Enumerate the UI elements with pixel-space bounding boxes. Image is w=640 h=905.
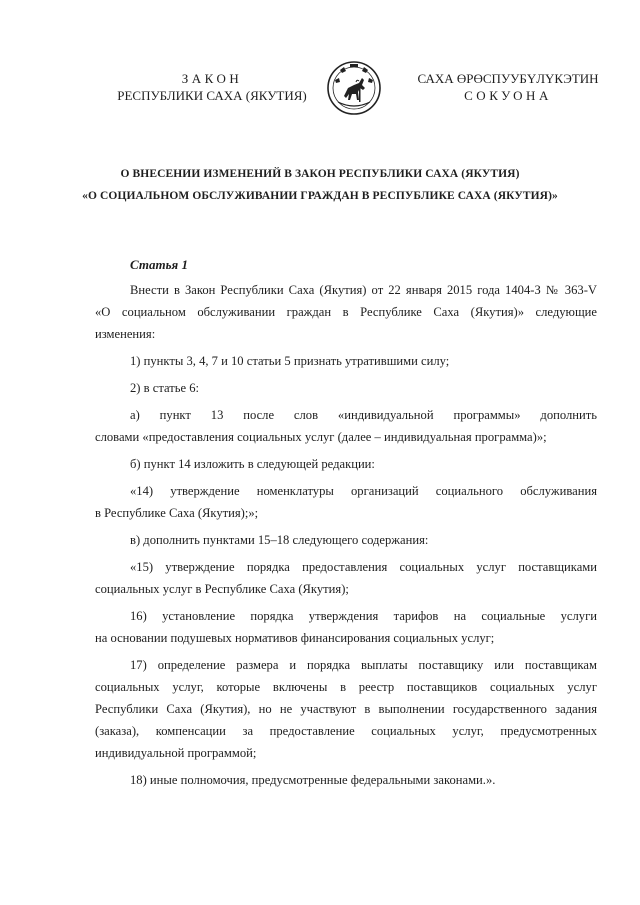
title-line2: «О СОЦИАЛЬНОМ ОБСЛУЖИВАНИИ ГРАЖДАН В РЕСПУБЛИКЕ САХА (ЯКУТИЯ)» [82, 190, 558, 202]
paragraph-1-line1: Внести в Закон Республики Саха (Якутия) от 22 января 2015 года 1404-З № 363-V [130, 283, 597, 297]
paragraph-1-line3: изменения: [95, 327, 156, 341]
paragraph-10-line3: Республики Саха (Якутия), но не участвуют в выполнении государственного задания [95, 702, 597, 716]
document-body [95, 279, 597, 791]
header-left [108, 70, 316, 104]
paragraph-2: 1) пункты 3, 4, 7 и 10 статьи 5 признать утратившими силу; [130, 354, 450, 368]
header-right [408, 70, 608, 104]
paragraph-4-line2: словами «предоставления социальных услуг (далее – индивидуальная программа)»; [95, 430, 547, 444]
header-right-line1: САХА ӨРӨСПУУБҮЛҮКЭТИН [417, 71, 599, 86]
paragraph-8-line2: социальных услуг в Республике Саха (Якутия); [95, 582, 349, 596]
paragraph-8-line1: «15) утверждение порядка предоставления социальных услуг поставщиками [130, 560, 597, 574]
paragraph-10-line5: индивидуальной программой; [95, 746, 257, 760]
paragraph-1-line2: «О социальном обслуживании граждан в Республике Саха (Якутия)» следующие [95, 305, 597, 319]
coat-of-arms-emblem [326, 58, 382, 118]
paragraph-5: б) пункт 14 изложить в следующей редакции: [130, 457, 375, 471]
article-heading: Статья 1 [130, 257, 188, 272]
header-left-line1: ЗАКОН [181, 71, 243, 86]
paragraph-10-line1: 17) определение размера и порядка выплаты поставщику или поставщикам [130, 658, 597, 672]
paragraph-4-line1: а) пункт 13 после слов «индивидуальной программы» дополнить [130, 408, 597, 422]
paragraph-3: 2) в статье 6: [130, 381, 200, 395]
header-right-line2: СОКУОНА [464, 88, 552, 103]
paragraph-9-line1: 16) установление порядка утверждения тарифов на социальные услуги [130, 609, 597, 623]
document-title [80, 163, 560, 207]
paragraph-11: 18) иные полномочия, предусмотренные федеральными законами.». [130, 773, 496, 787]
paragraph-10-line2: социальных услуг, которые включены в реестр поставщиков социальных услуг [95, 680, 597, 694]
paragraph-6-line1: «14) утверждение номенклатуры организаций социального обслуживания [130, 484, 597, 498]
paragraph-6-line2: в Республике Саха (Якутия);»; [95, 506, 259, 520]
paragraph-7: в) дополнить пунктами 15–18 следующего содержания: [130, 533, 429, 547]
header-left-line2: РЕСПУБЛИКИ САХА (ЯКУТИЯ) [117, 88, 307, 103]
paragraph-10-line4: (заказа), компенсации за предоставление социальных услуг, предусмотренных [95, 724, 597, 738]
title-line1: О ВНЕСЕНИИ ИЗМЕНЕНИЙ В ЗАКОН РЕСПУБЛИКИ САХА (ЯКУТИЯ) [120, 168, 520, 180]
paragraph-9-line2: на основании подушевых нормативов финансирования социальных услуг; [95, 631, 495, 645]
